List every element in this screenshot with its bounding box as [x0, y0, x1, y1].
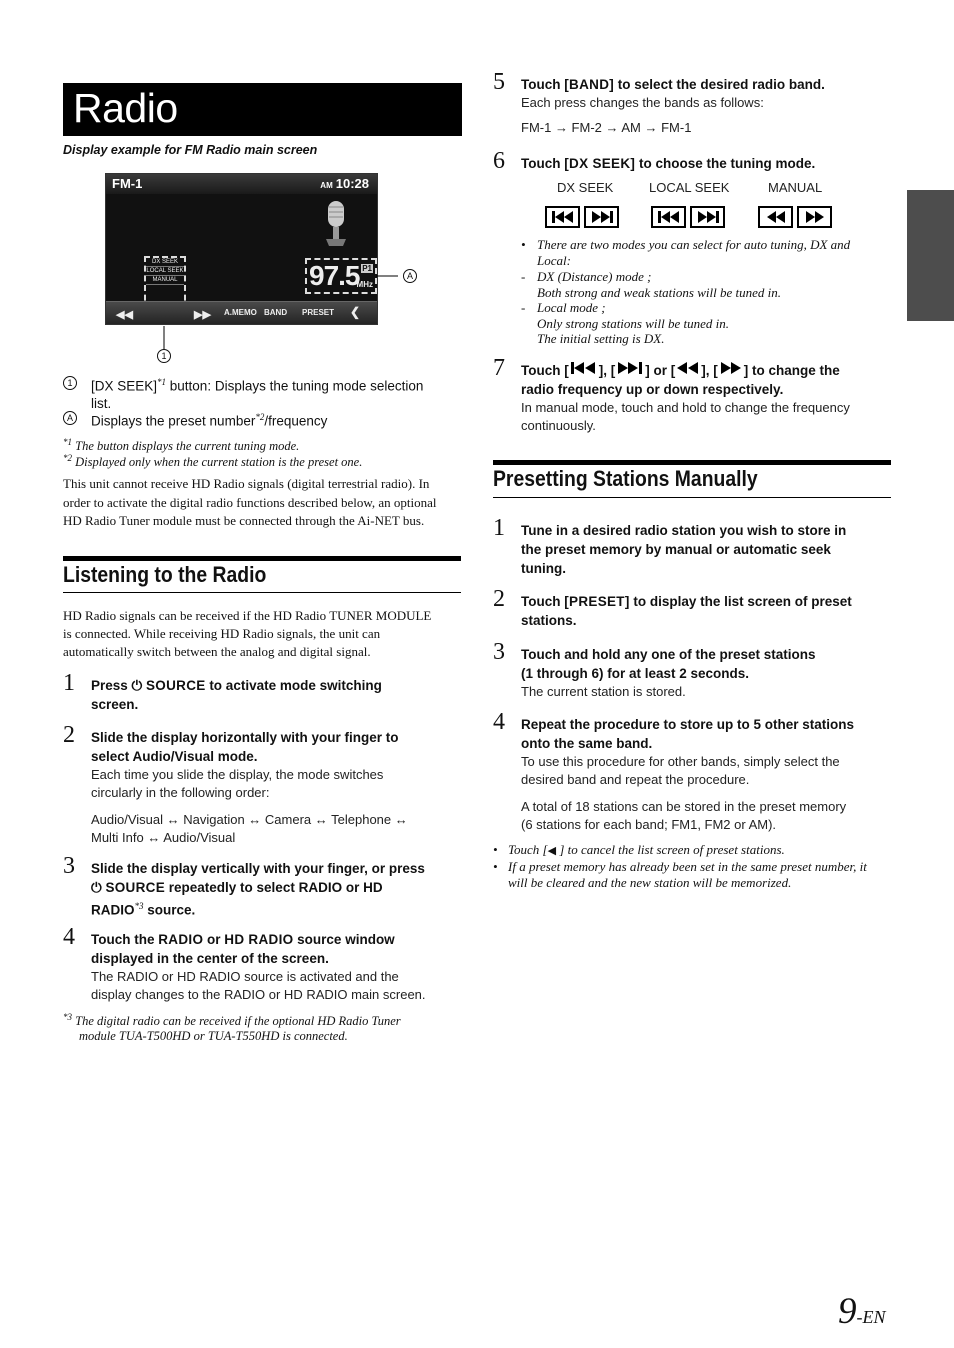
step-text: select Audio/Visual mode.	[91, 749, 258, 764]
step-text: screen.	[91, 697, 139, 712]
step-body: In manual mode, touch and hold to change the frequency	[521, 400, 850, 415]
seek-down-icon	[545, 206, 580, 228]
dx-mode-note	[537, 269, 781, 300]
section-side-tab	[907, 190, 954, 321]
section-rule	[493, 497, 891, 498]
step-number: 2	[63, 722, 75, 748]
frequency-value: 97.5	[309, 260, 360, 291]
seek-up-icon	[690, 206, 725, 228]
step-text: Touch the	[91, 932, 159, 947]
callout-marker-1: 1	[157, 349, 171, 363]
note-text: Local mode ;	[537, 300, 606, 315]
step-number: 2	[493, 586, 505, 612]
desc-marker-a: A	[63, 411, 77, 425]
page-number-suffix: -EN	[856, 1307, 886, 1327]
overwrite-note	[508, 859, 893, 890]
step-number: 7	[493, 355, 505, 381]
preset-key: [PRESET]	[564, 594, 630, 609]
callout-a-desc	[91, 409, 327, 430]
step-body: Each time you slide the display, the mode switches	[91, 767, 384, 782]
footnote-2	[63, 451, 362, 470]
step-text: the preset memory by manual or automatic seek	[521, 542, 831, 557]
callout-1-sup: *1	[157, 377, 167, 387]
page-title: Radio	[73, 85, 178, 131]
callout-1-cont: list.	[91, 395, 112, 411]
note-text: Both strong and weak stations will be tuned in.	[537, 284, 781, 300]
listening-intro-line: automatically switch between the analog and digital signal.	[63, 644, 371, 659]
footnote-2-mark: *2	[63, 453, 72, 463]
listening-intro-line: is connected. While receiving HD Radio signals, the unit can	[63, 626, 381, 641]
note-text: DX (Distance) mode ;	[537, 269, 652, 284]
step-text: Tune in a desired radio station you wish to store in	[521, 523, 847, 538]
step-text: tuning.	[521, 561, 566, 576]
step-body: display changes to the RADIO or HD RADIO main screen.	[91, 987, 426, 1002]
intro-line: This unit cannot receive HD Radio signals (digital terrestrial radio). In	[63, 476, 430, 491]
note-text: Local:	[537, 252, 571, 268]
step-number: 5	[493, 69, 505, 95]
callout-1-suffix: button: Displays the tuning mode selection	[166, 378, 424, 394]
note-bullet: •	[493, 842, 498, 857]
band-label: BAND	[264, 308, 288, 317]
power-icon: ⏻	[131, 678, 143, 693]
note-text: Touch [	[508, 842, 548, 857]
microphone-icon	[321, 199, 351, 249]
dash-marker: -	[521, 300, 526, 315]
intro-paragraph	[63, 475, 463, 531]
note-text: will be cleared and the new station will be memorized.	[508, 874, 792, 890]
seek-down-icon: ◀◀	[116, 309, 133, 321]
footnote-3-mark: *3	[63, 1012, 72, 1022]
listening-step-4	[91, 930, 461, 1004]
step-text: Slide the display horizontally with your finger to	[91, 730, 399, 745]
dx-note	[537, 237, 887, 268]
footnote-1-text: The button displays the current tuning mode.	[75, 439, 300, 454]
local-seek-buttons	[651, 206, 725, 228]
page-number-digit: 9	[838, 1291, 857, 1332]
mode-label-dx: DX SEEK	[557, 180, 614, 195]
source-key: SOURCE	[146, 678, 206, 693]
section-heading-listening: Listening to the Radio	[63, 562, 267, 587]
page-title-banner	[63, 83, 462, 136]
step-text: Touch [	[521, 363, 569, 378]
rewind-icon	[675, 361, 701, 375]
band-sequence: FM-1 → FM-2 → AM → FM-1	[521, 120, 692, 135]
callout-a-sup: *2	[255, 412, 265, 422]
step-text: to activate mode switching	[205, 678, 382, 693]
step-body: continuously.	[521, 418, 596, 433]
step-body: (6 stations for each band; FM1, FM2 or AM).	[521, 817, 777, 832]
listening-intro-line: HD Radio signals can be received if the HD Radio TUNER MODULE	[63, 608, 432, 623]
radio-key: RADIO	[158, 932, 204, 947]
callout-a-prefix: Displays the preset number	[91, 413, 256, 429]
display-caption: Display example for FM Radio main screen	[63, 143, 318, 157]
step-text: ], [	[701, 363, 718, 378]
seek-down-icon	[651, 206, 686, 228]
note-bullet: •	[493, 859, 498, 874]
step-text: ], [	[598, 363, 616, 378]
mode-label-manual: MANUAL	[768, 180, 823, 195]
section-rule	[63, 592, 461, 593]
frequency-unit: MHz	[356, 280, 373, 289]
mode-label-local: LOCAL SEEK	[649, 180, 730, 195]
callout-lines	[150, 260, 410, 370]
step-number: 6	[493, 148, 505, 174]
section-rule	[493, 460, 891, 465]
note-text: The initial setting is DX.	[537, 331, 665, 346]
desc-marker-1: 1	[63, 376, 77, 390]
screen-ampm: AM	[320, 181, 333, 190]
cancel-note	[508, 842, 785, 860]
step-text: to display the list screen of preset	[629, 594, 852, 609]
section-heading-presetting: Presetting Stations Manually	[493, 466, 758, 491]
step-body: desired band and repeat the procedure.	[521, 772, 750, 787]
step-text: radio frequency up or down respectively.	[521, 382, 784, 397]
step-number: 4	[493, 709, 505, 735]
intro-line: order to activate the digital radio functions described below, an optional	[63, 494, 437, 510]
step-body: To use this procedure for other bands, simply select the	[521, 754, 840, 769]
callout-1-prefix: [DX SEEK]	[91, 378, 158, 394]
footnote-3-text: The digital radio can be received if the optional HD Radio Tuner	[75, 1014, 401, 1029]
step-text: ] or [	[645, 363, 676, 378]
step-body: A total of 18 stations can be stored in the preset memory	[521, 799, 847, 814]
listening-step-2	[91, 728, 461, 847]
dx-seek-key: [DX SEEK]	[564, 156, 636, 171]
note-text: If a preset memory has already been set in the same preset number, it	[508, 859, 867, 874]
listening-step-3	[91, 859, 461, 920]
dx-note-bullet: •	[521, 237, 526, 252]
seek-up-icon	[584, 206, 619, 228]
note-text: ] to cancel the list screen of preset stations.	[559, 842, 785, 857]
footnote-3	[63, 1010, 401, 1044]
hd-radio-key: HD RADIO	[224, 932, 294, 947]
preset-step-1	[521, 521, 891, 578]
preset-step-2	[521, 592, 891, 630]
step-text: Press	[91, 678, 132, 693]
step-text: displayed in the center of the screen.	[91, 951, 329, 966]
preset-badge: P1	[362, 264, 372, 273]
step-number: 3	[493, 639, 505, 665]
power-icon: ⏻	[91, 880, 102, 895]
amemo-label: A.MEMO	[224, 308, 257, 317]
dx-seek-step	[521, 154, 815, 173]
step-text: Slide the display vertically with your finger, or press	[91, 861, 425, 876]
step-body: circularly in the following order:	[91, 785, 270, 800]
intro-line: HD Radio Tuner module must be connected through the Ai-NET bus.	[63, 513, 425, 528]
tuning-step	[521, 361, 891, 435]
screen-time: 10:28	[335, 176, 369, 191]
step-number: 4	[63, 924, 75, 950]
step-text: onto the same band.	[521, 736, 653, 751]
fast-forward-icon	[718, 361, 744, 375]
step-body: The RADIO or HD RADIO source is activated and the	[91, 969, 399, 984]
step-text: or	[203, 932, 225, 947]
note-text: Only strong stations will be tuned in.	[537, 315, 729, 331]
step-text: repeatedly to select RADIO or HD	[165, 880, 383, 895]
mode-order: Audio/Visual ↔ Navigation ↔ Camera ↔ Telephone ↔	[91, 812, 408, 827]
seek-down-icon	[569, 361, 599, 375]
mode-item-local: LOCAL SEEK	[146, 268, 184, 274]
callout-1-desc	[91, 374, 461, 412]
preset-step-3	[521, 645, 891, 701]
step-text: ] to change the	[743, 363, 840, 378]
step-text: (1 through 6) for at least 2 seconds.	[521, 666, 750, 681]
step-text: to choose the tuning mode.	[635, 156, 816, 171]
step-text: Touch	[521, 594, 565, 609]
step-text: Touch and hold any one of the preset stations	[521, 647, 816, 662]
seek-up-icon: ▶▶	[194, 309, 211, 321]
mode-item-manual: MANUAL	[146, 276, 184, 285]
band-step	[521, 75, 891, 137]
footnote-2-text: Displayed only when the current station is the preset one.	[75, 455, 363, 470]
dx-seek-buttons	[545, 206, 619, 228]
mode-item-dx: DX SEEK	[146, 258, 184, 267]
step-text: Touch	[521, 77, 565, 92]
step-text: source window	[293, 932, 395, 947]
local-mode-note	[537, 300, 729, 347]
step-number: 1	[493, 515, 505, 541]
footnote-1-mark: *1	[63, 437, 72, 447]
preset-label: PRESET	[302, 308, 335, 317]
back-icon: ❮	[350, 305, 361, 319]
note-text: There are two modes you can select for auto tuning, DX and	[537, 237, 851, 252]
step-text: RADIO	[91, 902, 135, 918]
step-number: 3	[63, 853, 75, 879]
step-text: Repeat the procedure to store up to 5 other stations	[521, 717, 855, 732]
footnote-ref: *3	[134, 901, 144, 911]
callout-a-suffix: /frequency	[264, 413, 328, 429]
fast-forward-icon	[797, 206, 832, 228]
step-body: The current station is stored.	[521, 684, 686, 699]
footnote-3-text: module TUA-T500HD or TUA-T550HD is connected.	[79, 1029, 348, 1044]
callout-marker-a: A	[403, 269, 417, 283]
listening-intro	[63, 607, 463, 661]
rewind-icon	[758, 206, 793, 228]
preset-step-4	[521, 715, 891, 834]
step-text: to select the desired radio band.	[614, 77, 825, 92]
step-text: stations.	[521, 613, 577, 628]
back-arrow-icon: ◀	[547, 845, 557, 857]
listening-step-1	[91, 676, 382, 714]
step-text: source.	[143, 902, 196, 918]
screen-clock	[320, 176, 369, 191]
step-body: Each press changes the bands as follows:	[521, 95, 764, 110]
source-key: SOURCE	[105, 880, 166, 895]
page-number	[838, 1290, 886, 1333]
screen-band: FM-1	[112, 176, 143, 191]
step-text: Touch	[521, 156, 565, 171]
dash-marker: -	[521, 269, 526, 284]
manual-buttons	[758, 206, 832, 228]
section-rule	[63, 556, 461, 561]
seek-up-icon	[615, 361, 645, 375]
band-key: [BAND]	[564, 77, 615, 92]
step-number: 1	[63, 670, 75, 696]
mode-order: Multi Info ↔ Audio/Visual	[91, 830, 236, 845]
